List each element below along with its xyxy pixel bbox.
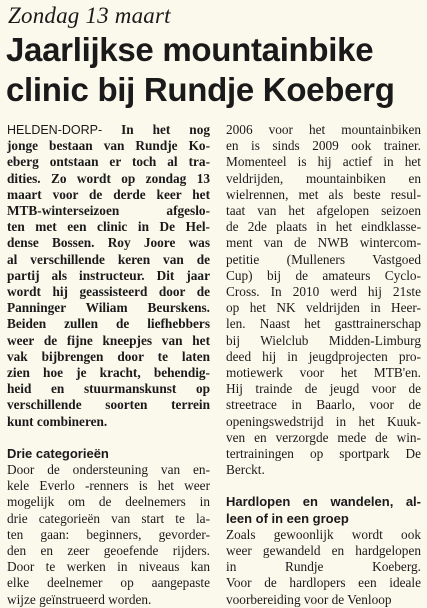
text-line: MTB-winterseizoen afgeslo- — [7, 203, 210, 219]
text-line: Hij trainde de jeugd voor de — [226, 381, 421, 397]
text-line: Cup) bij de amateurs Cyclo- — [226, 267, 421, 283]
section2-heading — [226, 494, 421, 526]
text-line: Zoals gewoonlijk wordt ook — [226, 526, 421, 542]
text-line: verschillende soorten terrein — [7, 397, 210, 413]
text-line: dense Bossen. Roy Joore was — [7, 235, 210, 251]
text-line: petitie (Mulleners Vastgoed — [226, 251, 421, 267]
text-line: partij als instructeur. Dit jaar — [7, 267, 210, 283]
text-line: op het NK veldrijden in Heer- — [226, 300, 421, 316]
text-line: len. Naast het gasttrainerschap — [226, 316, 421, 332]
text-line: ven en verzorgde mede de win- — [226, 429, 421, 445]
text-line: Voor de hardlopers een ideale — [226, 575, 421, 591]
lead-paragraph — [7, 138, 210, 430]
article-headline — [6, 30, 424, 110]
text-line: heid en stuurmanskunst op — [7, 381, 210, 397]
text-line: Panninger Wiliam Beurskens. — [7, 300, 210, 316]
right-paragraph — [226, 122, 421, 478]
text-line: Berckt. — [226, 462, 265, 478]
text-line: Cross. In 2010 werd hij 21ste — [226, 284, 421, 300]
text-line: Beiden zullen de liefhebbers — [7, 316, 210, 332]
section-heading: Drie categorieën — [7, 445, 109, 461]
dateline: HELDEN-DORP- — [7, 123, 103, 137]
text-line: leen of in een groep — [226, 510, 349, 526]
text-line: en is sinds 2009 ook trainer. — [226, 138, 421, 154]
text-line: elke deelnemer op aangepaste — [7, 575, 210, 591]
text-line: mogelijk om de deelnemers in — [7, 494, 210, 510]
text-line: al verschillende keren van de — [7, 251, 210, 267]
text-line: voorbereiding voor de Venloop — [226, 591, 392, 607]
text-line: dities. Zo wordt op zondag 13 — [7, 170, 210, 186]
text-line: kele Everlo -renners is het weer — [7, 478, 210, 494]
article-date: Zondag 13 maart — [8, 3, 171, 28]
text-line: den en zeer geoefende rijders. — [7, 543, 210, 559]
text-line: wordt hij geassisteerd door de — [7, 284, 210, 300]
text-line: streetrace in Baarlo, voor de — [226, 397, 421, 413]
headline-line: clinic bij Rundje Koeberg — [6, 71, 395, 108]
text-line: bij Wielclub Midden-Limburg — [226, 332, 421, 348]
text-line: jonge bestaan van Rundje Ko- — [7, 138, 210, 154]
text-line: eberg ontstaan er toch al tra- — [7, 154, 210, 170]
text-line: 2006 voor het mountainbiken — [226, 122, 421, 137]
text-line: tertrainingen op sportpark De — [226, 446, 421, 462]
text-line: kunt combineren. — [7, 413, 108, 429]
lead-text: In het nog — [121, 122, 210, 137]
text-line: veldrijden, mountainbiken en — [226, 170, 421, 186]
text-line: deed hij in jeugdprojecten pro- — [226, 348, 421, 364]
text-line: ten met een clinic in De Hel- — [7, 219, 210, 235]
text-line: ment van de NWB wintercom- — [226, 235, 421, 251]
headline-line: Jaarlijkse mountainbike — [6, 31, 374, 68]
lead-first-line — [7, 122, 210, 138]
text-line: Door te werken in niveaus kan — [7, 559, 210, 575]
text-line: wijze geïnstrueerd worden. — [7, 591, 152, 607]
text-line: drie categorieën van start te la- — [7, 510, 210, 526]
text-line: openingswedstrijd in het Kuuk- — [226, 413, 421, 429]
text-line: motiewerk voor het MTB'en. — [226, 365, 421, 381]
text-line: weer de fijne kneepjes van het — [7, 332, 210, 348]
text-line: Momenteel is hij actief in het — [226, 154, 421, 170]
text-line: Door de ondersteuning van en- — [7, 462, 210, 478]
text-line: zien hoe je kracht, behendig- — [7, 365, 210, 381]
text-line: ten gaan: beginners, gevorder- — [7, 526, 210, 542]
section1-paragraph — [7, 462, 210, 608]
text-line: Hardlopen en wandelen, al- — [226, 494, 421, 510]
text-line: vak bijbrengen door te laten — [7, 348, 210, 364]
text-line: taat van het afgelopen seizoen — [226, 203, 421, 219]
text-line: maart voor de derde keer het — [7, 186, 210, 202]
text-line: wielrennen, met als beste resul- — [226, 186, 421, 202]
left-column — [7, 122, 210, 608]
text-line: weer gewandeld en hardgelopen — [226, 543, 421, 559]
right-column — [226, 122, 421, 608]
text-line: in Rundje Koeberg. — [226, 559, 421, 575]
text-line: de 2de plaats in het eindklasse- — [226, 219, 421, 235]
section2-paragraph — [226, 527, 421, 608]
